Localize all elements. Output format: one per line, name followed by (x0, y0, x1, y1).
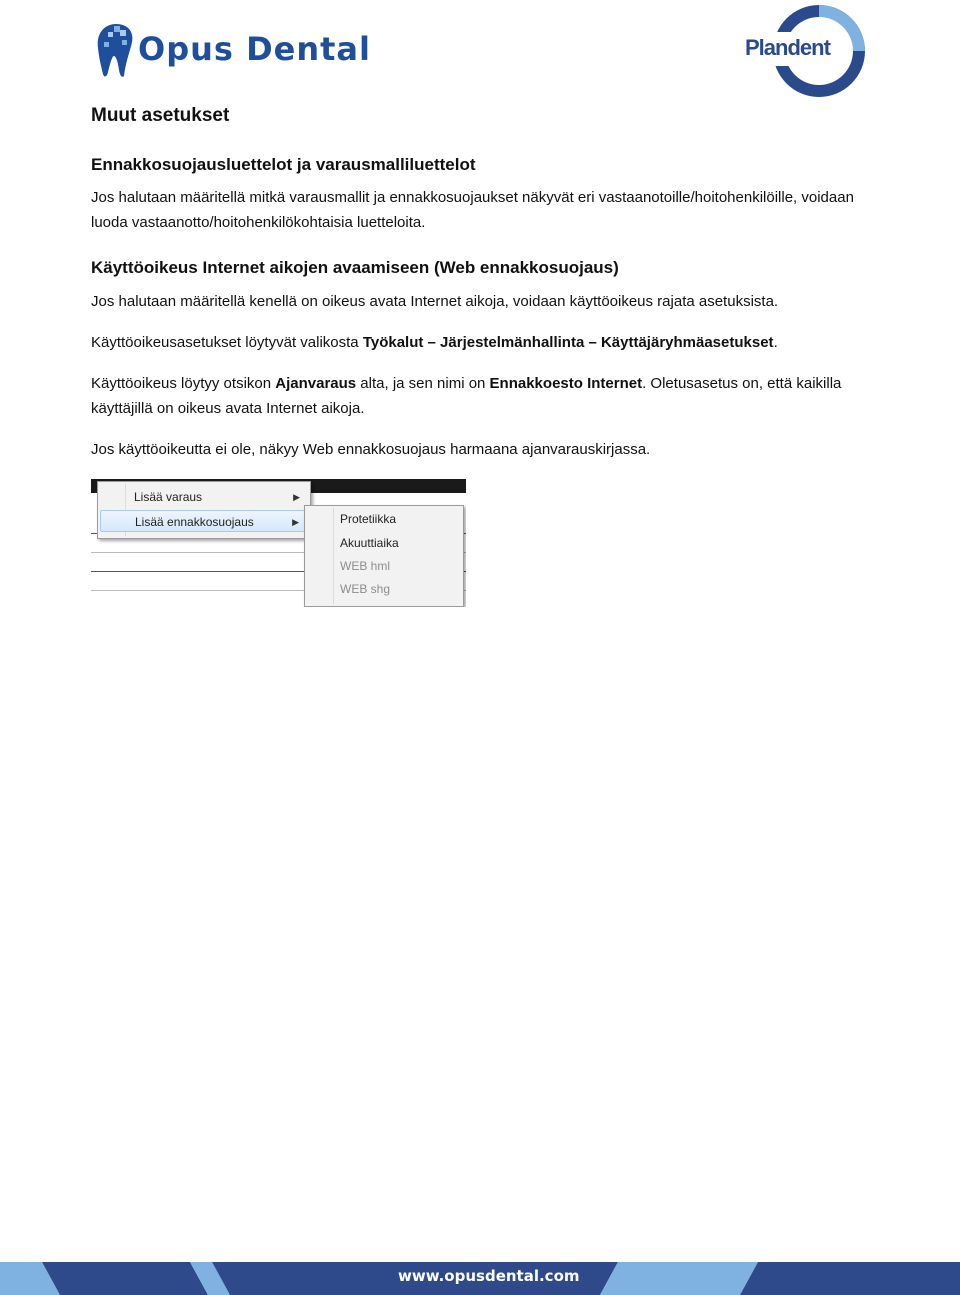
paragraph-lists: Jos halutaan määritellä mitkä varausmallit ja ennakkosuojaukset näkyvät eri vastaanotoille/hoitohenkilöille, voidaan luoda vastaanotto/hoitohenkilökohtaisia luetteloita. (91, 189, 854, 231)
submenu-item-protetiikka[interactable]: Protetiikka (340, 512, 397, 526)
settings-path-suffix: . (773, 334, 778, 351)
paragraph-access-intro: Jos halutaan määritellä kenellä on oikeus avata Internet aikoja, voidaan käyttöoikeus rajata asetuksista. (91, 293, 779, 310)
menu-item-add-booking[interactable] (100, 486, 306, 508)
plandent-logo (740, 2, 870, 100)
chevron-right-icon: ▶ (292, 517, 299, 527)
submenu-item-web-hml: WEB hml (340, 559, 391, 573)
permission-text-c: alta, ja sen nimi on (356, 375, 490, 392)
menu-item-label: Lisää varaus (134, 490, 203, 504)
page-header (0, 0, 960, 100)
page-footer (0, 1262, 960, 1295)
settings-path-prefix: Käyttöoikeusasetukset löytyvät valikosta (91, 334, 363, 351)
permission-name: Ennakkoesto Internet (489, 375, 643, 392)
permission-text-e: . Oletusasetus on, että kaikilla käyttäjillä on oikeus avata Internet aikoja. (91, 375, 842, 417)
settings-path: Työkalut – Järjestelmänhallinta – Käyttäjäryhmäasetukset (362, 334, 774, 351)
submenu-item-akuuttiaika[interactable]: Akuuttiaika (340, 536, 399, 550)
menu-item-add-advance-block[interactable] (100, 510, 306, 532)
context-menu (97, 481, 311, 539)
submenu-item-web-shg: WEB shg (340, 582, 391, 596)
plandent-wordmark: Plandent (745, 35, 830, 60)
paragraph-permission-name (91, 371, 881, 421)
tooth-icon (92, 20, 136, 80)
section-heading-lists: Ennakkosuojausluettelot ja varausmalliluettelot (91, 155, 476, 174)
menu-item-label: Lisää ennakkosuojaus (135, 515, 254, 529)
chevron-right-icon: ▶ (293, 492, 300, 502)
permission-category: Ajanvaraus (275, 375, 357, 392)
context-menu-screenshot (91, 479, 466, 607)
website-link[interactable]: www.opusdental.com (398, 1267, 580, 1285)
paragraph-settings-path (91, 330, 881, 355)
submenu (304, 505, 464, 607)
page-title: Muut asetukset (91, 105, 230, 126)
submenu-gutter (333, 508, 334, 604)
paragraph-no-permission: Jos käyttöoikeutta ei ole, näkyy Web ennakkosuojaus harmaana ajanvarauskirjassa. (91, 441, 651, 458)
permission-text-a: Käyttöoikeus löytyy otsikon (91, 375, 276, 392)
opus-dental-logo (92, 20, 402, 82)
opus-dental-wordmark: Opus Dental (138, 30, 371, 68)
section-heading-access: Käyttöoikeus Internet aikojen avaamiseen (Web ennakkosuojaus) (91, 258, 619, 277)
